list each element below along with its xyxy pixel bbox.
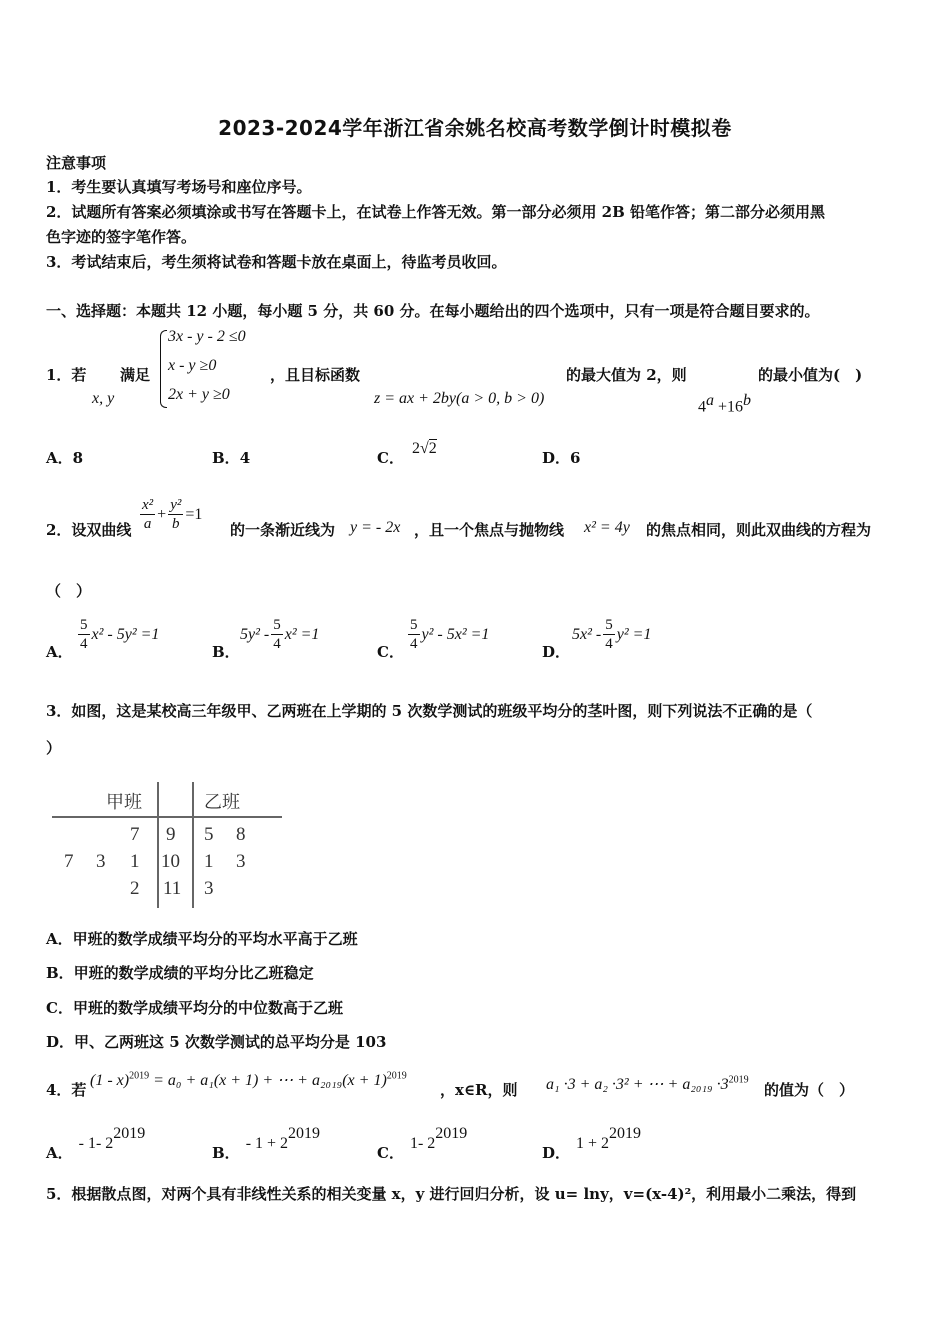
q3-option-a[interactable]: A．甲班的数学成绩平均分的平均水平高于乙班 — [46, 930, 358, 948]
q3-line1: 3．如图，这是某校高三年级甲、乙两班在上学期的 5 次数学测试的班级平均分的茎叶图，则下列说法不正确的是（ — [46, 702, 813, 720]
stem-divider-left — [157, 782, 159, 908]
leaf-left: 7 — [130, 824, 140, 845]
q1-brace — [160, 330, 167, 408]
leaf-right: 8 — [236, 824, 246, 845]
stem-value: 10 — [161, 851, 180, 872]
q2-tail: 的焦点相同，则此双曲线的方程为 — [646, 521, 872, 539]
q4-prefix: 4．若 — [46, 1081, 87, 1099]
q4-option-a[interactable]: A．- 1- $2^{2019}$ — [46, 1125, 146, 1162]
q1-constraint-1: 3x - y - 2 ≤0 — [168, 328, 246, 345]
q2-asymptote: y = - 2x — [350, 519, 401, 536]
page-title: 2023-2024学年浙江省余姚名校高考数学倒计时模拟卷 — [218, 116, 732, 140]
leaf-right: 3 — [236, 851, 246, 872]
q2-hyperbola-eq: $\frac{\text{x²}}{a}$ + $\frac{\text{y²}}{b}$ =1 — [142, 497, 203, 532]
stem-value: 11 — [163, 878, 182, 899]
q1-target: z = ax + 2by(a > 0, b > 0) — [374, 390, 545, 407]
q1-min: 的最小值为( ) — [758, 366, 863, 384]
q2-prefix: 2．设双曲线 — [46, 521, 132, 539]
stem-header-line — [52, 816, 282, 818]
section-heading: 一、选择题：本题共 12 小题，每小题 5 分，共 60 分。在每小题给出的四个选项中，只有一项是符合题目要求的。 — [46, 302, 820, 320]
q2-option-d-math: 5x² - $\frac{5}{4}$ y² =1 — [572, 617, 652, 652]
q4-equation: (1 - x)$^{2019}$ = a₀ + a₁(x + 1) + ⋯ + $a_{2019}(x + 1)^{2019}$ — [90, 1070, 407, 1089]
notice-heading: 注意事项 — [46, 154, 107, 172]
leaf-left: 7 — [64, 851, 74, 872]
q2-option-d[interactable]: D． — [542, 643, 571, 661]
q3-option-b[interactable]: B．甲班的数学成绩的平均分比乙班稳定 — [46, 964, 314, 982]
q1-max: 的最大值为 2，则 — [566, 366, 687, 384]
q1-vars: x, y — [92, 390, 115, 407]
q3-line2: ） — [46, 739, 62, 757]
stem-header-left: 甲班 — [106, 792, 142, 813]
q2-mid2: ，且一个焦点与抛物线 — [414, 521, 565, 539]
q4-option-c[interactable]: C．1- $2^{2019}$ — [377, 1125, 468, 1162]
q4-sum: a₁ ·3 + a₂ ·3² + ⋯ + $a_{2019} \cdot 3^{2019}$ — [546, 1074, 749, 1093]
q1-constraint-2: x - y ≥0 — [168, 357, 217, 374]
stem-value: 9 — [166, 824, 176, 845]
q2-parabola: x² = 4y — [584, 519, 630, 536]
q4-option-d[interactable]: D．$1 + 2^{2019}$ — [542, 1125, 642, 1162]
q1-option-d[interactable]: D．6 — [542, 449, 581, 467]
q1-constraint-3: 2x + y ≥0 — [168, 386, 230, 403]
leaf-right: 1 — [204, 851, 214, 872]
leaf-right: 3 — [204, 878, 214, 899]
notice-item-2-cont: 色字迹的签字笔作答。 — [46, 228, 197, 246]
q4-tail: 的值为（ ） — [764, 1081, 855, 1099]
q2-option-a[interactable]: A． — [46, 643, 73, 661]
notice-item-3: 3．考试结束后，考生须将试卷和答题卡放在桌面上，待监考员收回。 — [46, 253, 507, 271]
q2-option-c[interactable]: C． — [377, 643, 404, 661]
q4-option-b[interactable]: B．- $1 + 2^{2019}$ — [212, 1125, 321, 1162]
notice-item-2: 2．试题所有答案必须填涂或书写在答题卡上，在试卷上作答无效。第一部分必须用 2B 铅笔作答；第二部分必须用黑 — [46, 203, 826, 221]
q3-option-d[interactable]: D．甲、乙两班这 5 次数学测试的总平均分是 103 — [46, 1033, 387, 1051]
stem-header-right: 乙班 — [204, 792, 240, 813]
q1-expression: $4^a +16^b$ — [698, 392, 752, 416]
leaf-left: 3 — [96, 851, 106, 872]
q1-option-b[interactable]: B．4 — [212, 449, 251, 467]
stem-divider-right — [192, 782, 194, 908]
q2-option-b-math: 5y² - $\frac{5}{4}$ x² =1 — [240, 617, 320, 652]
q4-cond: ，x∈R，则 — [440, 1081, 518, 1099]
q1-option-c[interactable]: C．2√2 — [377, 440, 437, 467]
q1-option-a[interactable]: A．8 — [46, 449, 84, 467]
sqrt-symbol: √ — [419, 440, 429, 457]
leaf-left: 1 — [130, 851, 140, 872]
q2-option-a-math: $\frac{5}{4}$ x² - 5y² =1 — [80, 617, 160, 652]
q2-mid1: 的一条渐近线为 — [230, 521, 336, 539]
notice-item-1: 1．考生要认真填写考场号和座位序号。 — [46, 178, 312, 196]
q2-option-b[interactable]: B． — [212, 643, 240, 661]
q1-satisfy: 满足 — [120, 366, 151, 384]
leaf-right: 5 — [204, 824, 214, 845]
q2-option-c-math: $\frac{5}{4}$ y² - 5x² =1 — [410, 617, 490, 652]
q1-prefix: 1．若 — [46, 366, 87, 384]
q2-paren: （ ） — [46, 582, 92, 600]
q1-mid: ，且目标函数 — [270, 366, 361, 384]
leaf-left: 2 — [130, 878, 140, 899]
q3-option-c[interactable]: C．甲班的数学成绩平均分的中位数高于乙班 — [46, 999, 343, 1017]
q5-text: 5．根据散点图，对两个具有非线性关系的相关变量 x，y 进行回归分析，设 u= lny，v=(x-4)²，利用最小二乘法，得到 — [46, 1185, 857, 1203]
